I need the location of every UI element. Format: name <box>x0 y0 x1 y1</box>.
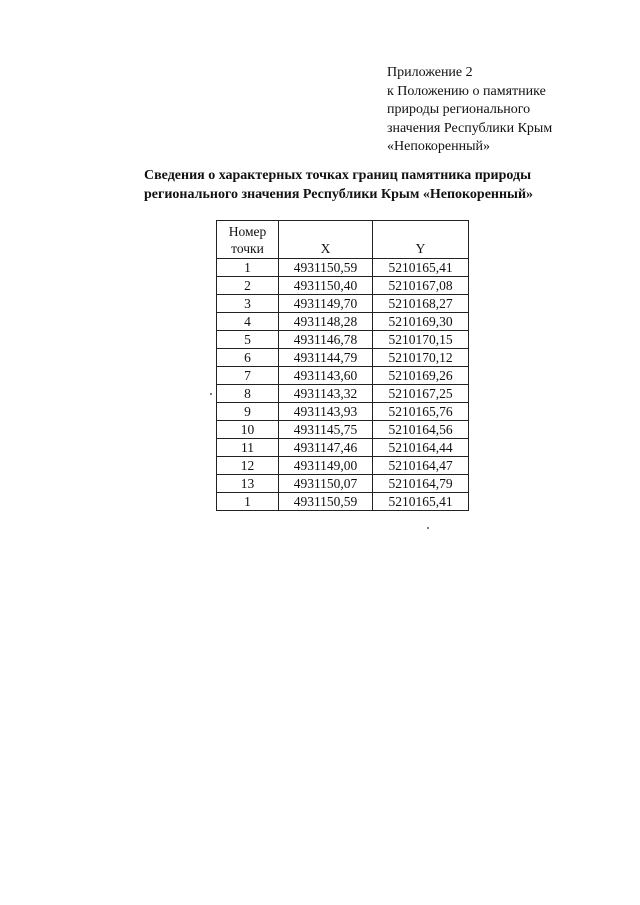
cell-x: 4931143,60 <box>279 367 373 385</box>
header-number-line2: точки <box>231 241 264 256</box>
table-header-row <box>217 221 469 259</box>
cell-x: 4931143,93 <box>279 403 373 421</box>
table-row <box>217 493 469 511</box>
cell-x: 4931143,32 <box>279 385 373 403</box>
cell-y: 5210164,79 <box>373 475 469 493</box>
cell-point-number: 2 <box>217 277 279 295</box>
appendix-line: значения Республики Крым <box>387 120 553 136</box>
header-x: X <box>279 221 373 259</box>
cell-point-number: 3 <box>217 295 279 313</box>
table-row <box>217 439 469 457</box>
heading-line-2: регионального значения Республики Крым «Непокоренный» <box>144 187 534 202</box>
cell-point-number: 6 <box>217 349 279 367</box>
cell-y: 5210165,41 <box>373 259 469 277</box>
cell-y: 5210168,27 <box>373 295 469 313</box>
table-row <box>217 457 469 475</box>
table-row <box>217 421 469 439</box>
cell-point-number: 5 <box>217 331 279 349</box>
appendix-line: к Положению о памятнике <box>387 83 546 99</box>
cell-point-number: 9 <box>217 403 279 421</box>
cell-x: 4931146,78 <box>279 331 373 349</box>
cell-x: 4931147,46 <box>279 439 373 457</box>
cell-y: 5210167,08 <box>373 277 469 295</box>
cell-y: 5210170,15 <box>373 331 469 349</box>
scan-speck <box>210 393 212 395</box>
cell-point-number: 8 <box>217 385 279 403</box>
header-point-number <box>217 221 279 259</box>
table-row <box>217 403 469 421</box>
cell-x: 4931150,59 <box>279 493 373 511</box>
appendix-line: «Непокоренный» <box>387 139 491 155</box>
table-row <box>217 331 469 349</box>
document-heading <box>100 166 610 204</box>
cell-y: 5210169,26 <box>373 367 469 385</box>
cell-y: 5210164,56 <box>373 421 469 439</box>
cell-point-number: 4 <box>217 313 279 331</box>
appendix-line: Приложение 2 <box>387 65 473 80</box>
cell-point-number: 11 <box>217 439 279 457</box>
cell-y: 5210167,25 <box>373 385 469 403</box>
cell-y: 5210169,30 <box>373 313 469 331</box>
cell-y: 5210170,12 <box>373 349 469 367</box>
table-row <box>217 313 469 331</box>
cell-y: 5210164,44 <box>373 439 469 457</box>
cell-x: 4931150,40 <box>279 277 373 295</box>
cell-x: 4931150,07 <box>279 475 373 493</box>
table-row <box>217 259 469 277</box>
scan-speck <box>427 527 429 529</box>
cell-point-number: 1 <box>217 493 279 511</box>
header-number-line1: Номер <box>228 224 267 239</box>
table-row <box>217 295 469 313</box>
table-row <box>217 385 469 403</box>
appendix-block <box>387 64 552 157</box>
cell-y: 5210164,47 <box>373 457 469 475</box>
table-row <box>217 367 469 385</box>
cell-point-number: 1 <box>217 259 279 277</box>
table-row <box>217 277 469 295</box>
table-row <box>217 475 469 493</box>
cell-y: 5210165,76 <box>373 403 469 421</box>
cell-y: 5210165,41 <box>373 493 469 511</box>
cell-x: 4931144,79 <box>279 349 373 367</box>
cell-x: 4931148,28 <box>279 313 373 331</box>
cell-point-number: 10 <box>217 421 279 439</box>
cell-x: 4931149,70 <box>279 295 373 313</box>
table-row <box>217 349 469 367</box>
cell-point-number: 13 <box>217 475 279 493</box>
coordinates-table <box>216 220 469 511</box>
cell-x: 4931150,59 <box>279 259 373 277</box>
appendix-line: природы регионального <box>387 102 531 118</box>
cell-x: 4931145,75 <box>279 421 373 439</box>
cell-point-number: 7 <box>217 367 279 385</box>
heading-line-1: Сведения о характерных точках границ памятника природы <box>144 168 532 183</box>
cell-point-number: 12 <box>217 457 279 475</box>
cell-x: 4931149,00 <box>279 457 373 475</box>
header-y: Y <box>373 221 469 259</box>
